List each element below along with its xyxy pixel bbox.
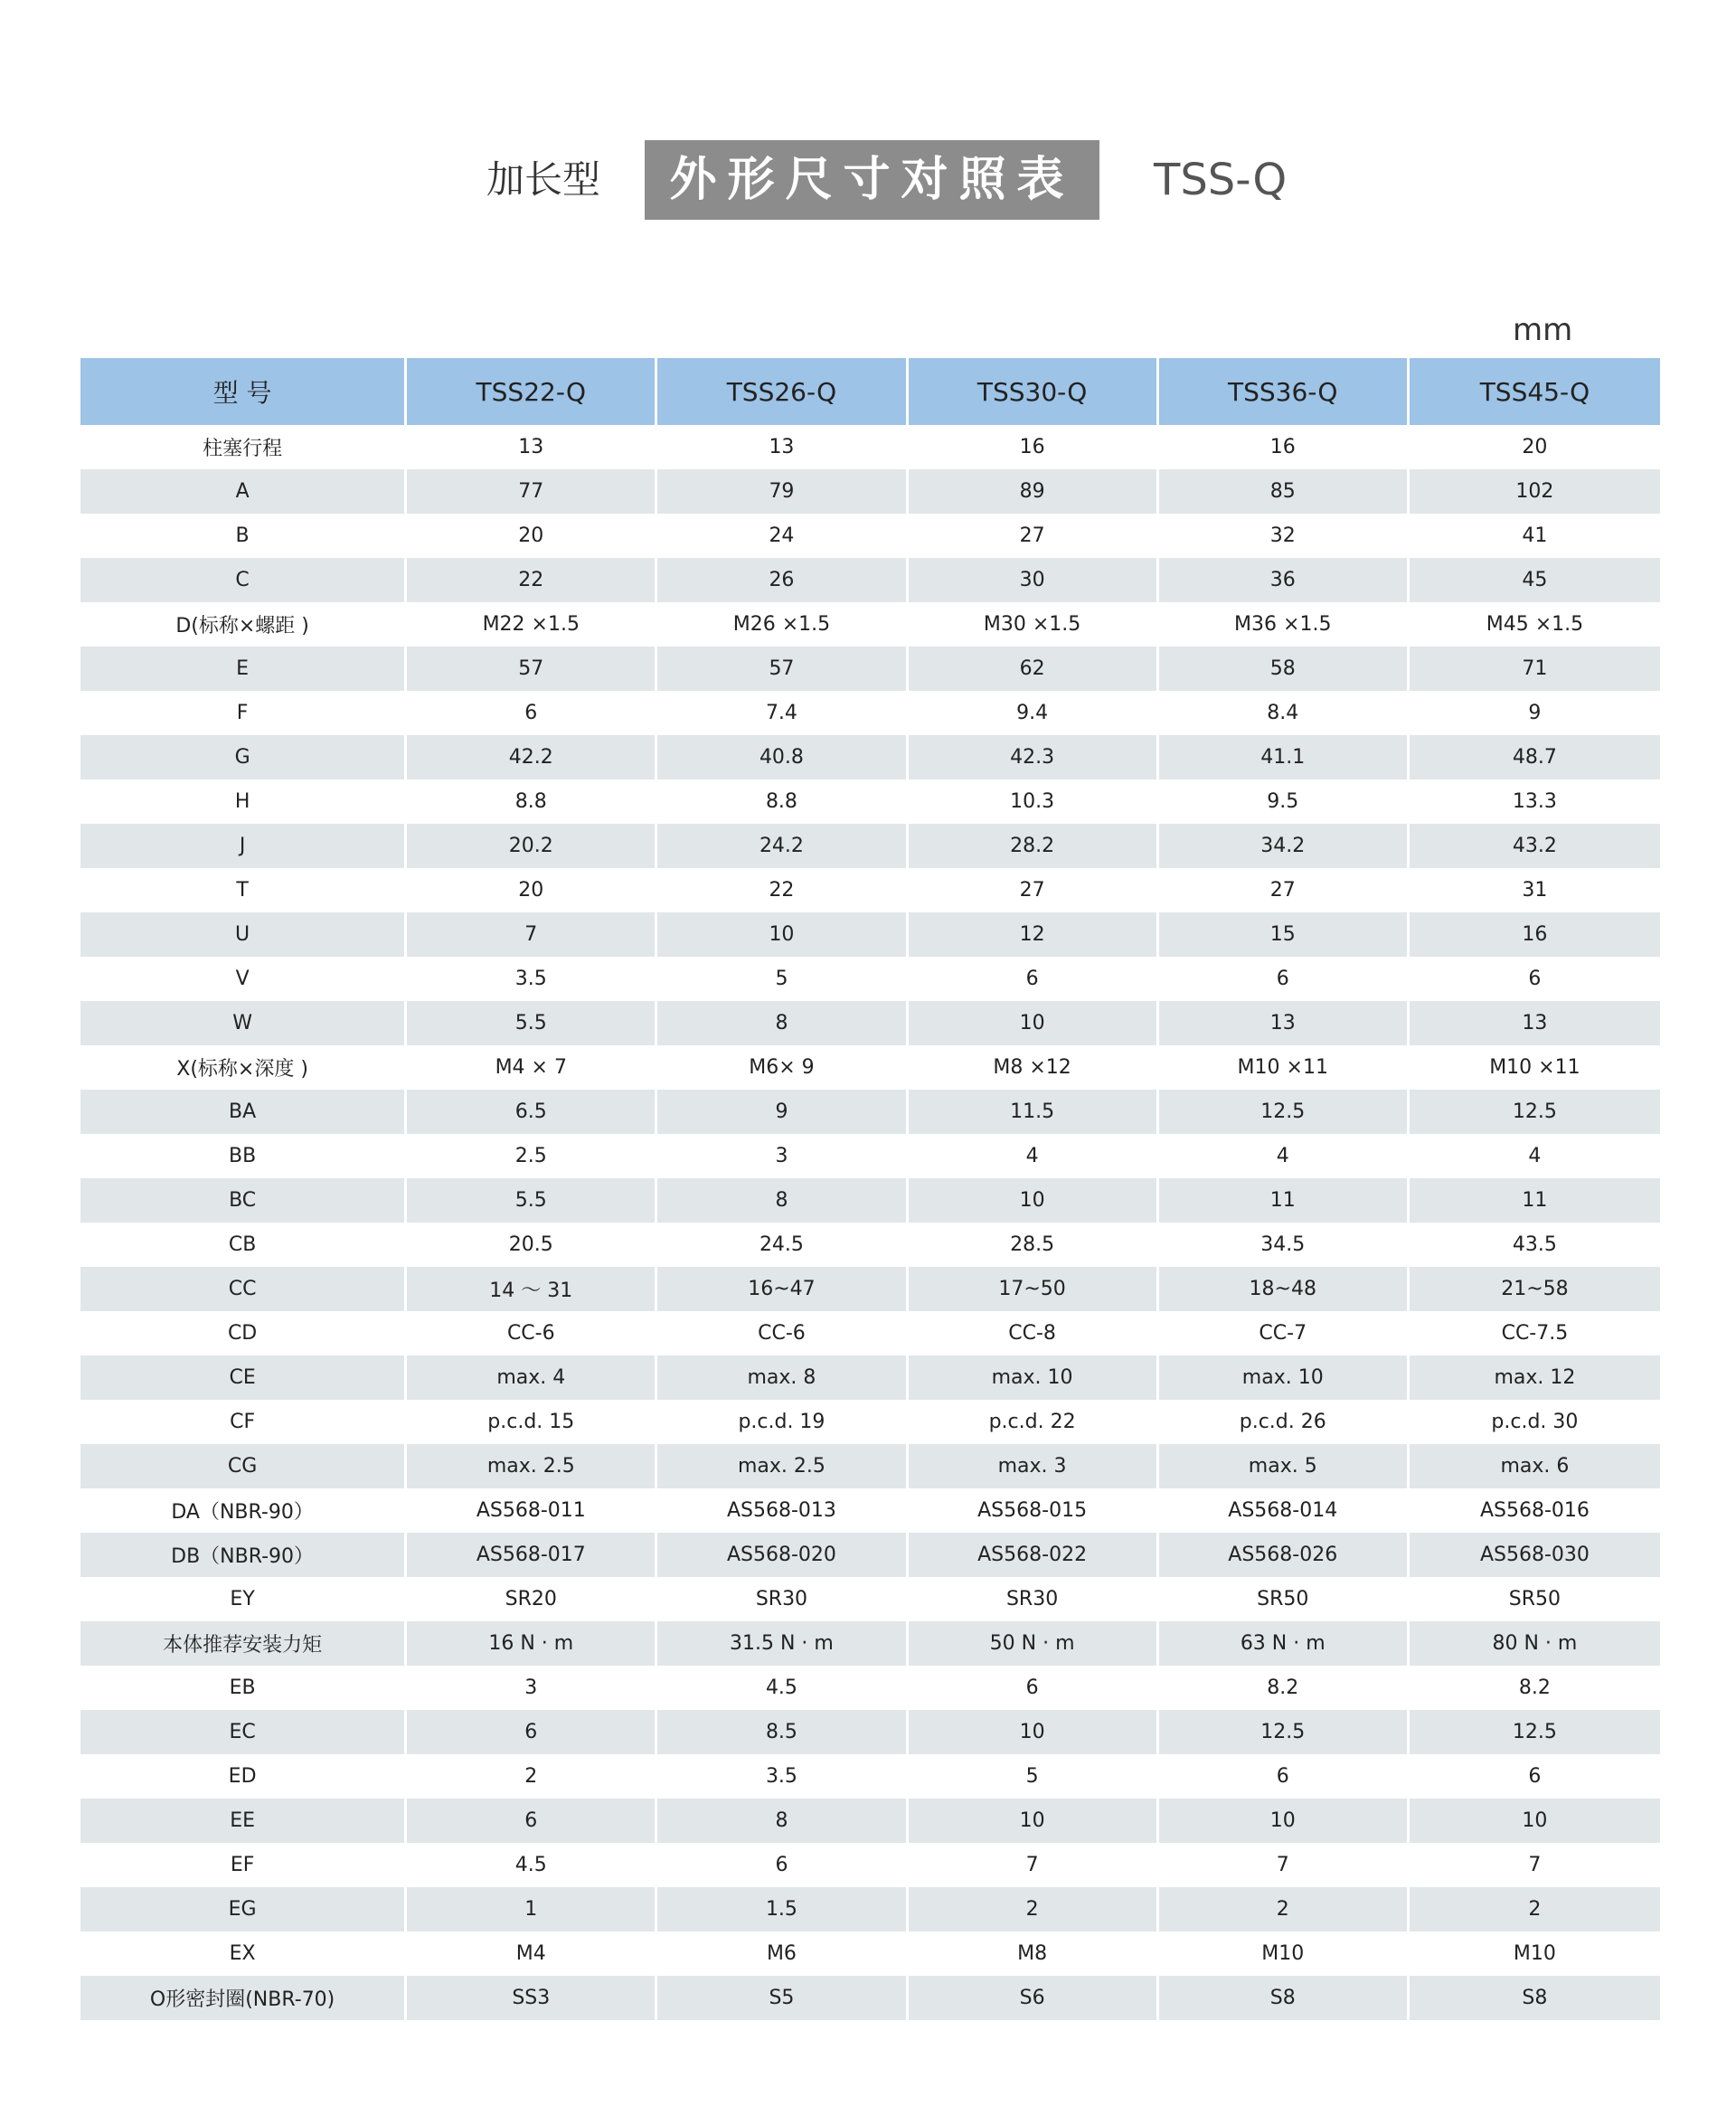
table-cell: 41.1 bbox=[1159, 735, 1410, 779]
table-cell: 63 N · m bbox=[1159, 1621, 1410, 1666]
table-cell: 16 bbox=[1159, 425, 1410, 469]
table-cell: 16 bbox=[909, 425, 1159, 469]
table-cell: 8 bbox=[657, 1799, 908, 1843]
table-row bbox=[80, 1577, 1660, 1621]
row-label-cell: EC bbox=[80, 1710, 407, 1754]
table-cell: 57 bbox=[657, 647, 908, 691]
table-cell: max. 5 bbox=[1159, 1444, 1410, 1488]
table-row bbox=[80, 691, 1660, 735]
table-cell: M10 bbox=[1159, 1931, 1410, 1976]
table-cell: AS568-015 bbox=[909, 1488, 1159, 1533]
table-cell: CC-6 bbox=[407, 1311, 657, 1355]
table-cell: 80 N · m bbox=[1410, 1621, 1660, 1666]
table-cell: 7 bbox=[909, 1843, 1159, 1887]
row-label-cell: BA bbox=[80, 1090, 407, 1134]
table-cell: 8.5 bbox=[657, 1710, 908, 1754]
table-cell: 20 bbox=[1410, 425, 1660, 469]
table-cell: 4 bbox=[1159, 1134, 1410, 1178]
table-row bbox=[80, 558, 1660, 602]
row-label-cell: E bbox=[80, 647, 407, 691]
table-cell: 2 bbox=[1159, 1887, 1410, 1931]
table-cell: 85 bbox=[1159, 469, 1410, 514]
table-row bbox=[80, 1488, 1660, 1533]
table-cell: 42.3 bbox=[909, 735, 1159, 779]
table-cell: M4 × 7 bbox=[407, 1045, 657, 1090]
table-cell: 9 bbox=[1410, 691, 1660, 735]
table-row bbox=[80, 735, 1660, 779]
row-label-cell: V bbox=[80, 957, 407, 1001]
table-cell: 6 bbox=[909, 957, 1159, 1001]
table-cell: 10.3 bbox=[909, 779, 1159, 824]
table-cell: max. 10 bbox=[1159, 1355, 1410, 1400]
table-row bbox=[80, 779, 1660, 824]
table-cell: max. 4 bbox=[407, 1355, 657, 1400]
table-cell: 3 bbox=[407, 1666, 657, 1710]
table-row bbox=[80, 1223, 1660, 1267]
table-cell: 11.5 bbox=[909, 1090, 1159, 1134]
header-cell: TSS22-Q bbox=[407, 358, 657, 425]
table-cell: SS3 bbox=[407, 1976, 657, 2020]
table-cell: 4.5 bbox=[407, 1843, 657, 1887]
table-row bbox=[80, 1355, 1660, 1400]
table-cell: 45 bbox=[1410, 558, 1660, 602]
row-label-cell: CB bbox=[80, 1223, 407, 1267]
table-cell: 7.4 bbox=[657, 691, 908, 735]
table-cell: 2 bbox=[1410, 1887, 1660, 1931]
table-cell: 57 bbox=[407, 647, 657, 691]
table-row bbox=[80, 1621, 1660, 1666]
table-cell: 3.5 bbox=[657, 1754, 908, 1799]
table-cell: 43.2 bbox=[1410, 824, 1660, 868]
table-cell: 9.5 bbox=[1159, 779, 1410, 824]
table-cell: max. 3 bbox=[909, 1444, 1159, 1488]
table-cell: AS568-017 bbox=[407, 1533, 657, 1577]
table-cell: 8.8 bbox=[407, 779, 657, 824]
row-label-cell: F bbox=[80, 691, 407, 735]
table-cell: 6 bbox=[1410, 957, 1660, 1001]
table-cell: 71 bbox=[1410, 647, 1660, 691]
table-cell: 43.5 bbox=[1410, 1223, 1660, 1267]
table-cell: max. 10 bbox=[909, 1355, 1159, 1400]
row-label-cell: EY bbox=[80, 1577, 407, 1621]
table-cell: 12.5 bbox=[1159, 1710, 1410, 1754]
table-cell: 4.5 bbox=[657, 1666, 908, 1710]
table-cell: 8.8 bbox=[657, 779, 908, 824]
table-cell: 3.5 bbox=[407, 957, 657, 1001]
table-cell: 10 bbox=[909, 1799, 1159, 1843]
table-row bbox=[80, 1887, 1660, 1931]
table-cell: 9 bbox=[657, 1090, 908, 1134]
row-label-cell: 柱塞行程 bbox=[80, 425, 407, 469]
table-cell: 7 bbox=[407, 912, 657, 957]
row-label-cell: J bbox=[80, 824, 407, 868]
row-label-cell: T bbox=[80, 868, 407, 912]
table-row bbox=[80, 1001, 1660, 1045]
title-prefix: 加长型 bbox=[486, 157, 601, 202]
table-cell: 31 bbox=[1410, 868, 1660, 912]
row-label-cell: X(标称×深度 ) bbox=[80, 1045, 407, 1090]
table-cell: 24 bbox=[657, 514, 908, 558]
dimension-table bbox=[80, 358, 1660, 2020]
table-cell: 13 bbox=[407, 425, 657, 469]
table-cell: 13 bbox=[657, 425, 908, 469]
header-cell: TSS26-Q bbox=[657, 358, 908, 425]
title-model: TSS-Q bbox=[1154, 155, 1288, 205]
table-cell: SR20 bbox=[407, 1577, 657, 1621]
table-cell: 8.4 bbox=[1159, 691, 1410, 735]
table-cell: 89 bbox=[909, 469, 1159, 514]
table-cell: 102 bbox=[1410, 469, 1660, 514]
table-cell: S5 bbox=[657, 1976, 908, 2020]
table-cell: 8.2 bbox=[1410, 1666, 1660, 1710]
table-cell: M36 ×1.5 bbox=[1159, 602, 1410, 647]
header-cell-model: 型 号 bbox=[80, 358, 407, 425]
table-cell: 28.5 bbox=[909, 1223, 1159, 1267]
table-cell: M45 ×1.5 bbox=[1410, 602, 1660, 647]
table-cell: max. 2.5 bbox=[407, 1444, 657, 1488]
table-cell: S6 bbox=[909, 1976, 1159, 2020]
table-cell: 16 N · m bbox=[407, 1621, 657, 1666]
table-cell: 10 bbox=[1159, 1799, 1410, 1843]
table-cell: 10 bbox=[909, 1710, 1159, 1754]
table-body bbox=[80, 425, 1660, 2020]
table-cell: 6 bbox=[407, 1799, 657, 1843]
table-cell: 10 bbox=[909, 1001, 1159, 1045]
table-cell: 17~50 bbox=[909, 1267, 1159, 1311]
table-cell: 16~47 bbox=[657, 1267, 908, 1311]
table-cell: 58 bbox=[1159, 647, 1410, 691]
table-cell: AS568-020 bbox=[657, 1533, 908, 1577]
table-cell: AS568-030 bbox=[1410, 1533, 1660, 1577]
table-row bbox=[80, 425, 1660, 469]
table-row bbox=[80, 647, 1660, 691]
table-cell: 10 bbox=[909, 1178, 1159, 1223]
table-cell: CC-7 bbox=[1159, 1311, 1410, 1355]
table-cell: 41 bbox=[1410, 514, 1660, 558]
table-cell: max. 2.5 bbox=[657, 1444, 908, 1488]
row-label-cell: B bbox=[80, 514, 407, 558]
table-cell: p.c.d. 19 bbox=[657, 1400, 908, 1444]
table-cell: 6 bbox=[1410, 1754, 1660, 1799]
unit-label: mm bbox=[1513, 312, 1573, 348]
table-row bbox=[80, 868, 1660, 912]
table-cell: SR50 bbox=[1410, 1577, 1660, 1621]
table-cell: S8 bbox=[1159, 1976, 1410, 2020]
page-title: 外形尺寸对照表 bbox=[645, 140, 1099, 220]
table-cell: 42.2 bbox=[407, 735, 657, 779]
table-row bbox=[80, 514, 1660, 558]
table-cell: max. 6 bbox=[1410, 1444, 1660, 1488]
table-row bbox=[80, 824, 1660, 868]
table-cell: 30 bbox=[909, 558, 1159, 602]
table-row bbox=[80, 1666, 1660, 1710]
table-cell: 5 bbox=[909, 1754, 1159, 1799]
table-cell: 20.2 bbox=[407, 824, 657, 868]
table-cell: 14 ～ 31 bbox=[407, 1267, 657, 1311]
table-cell: 34.2 bbox=[1159, 824, 1410, 868]
row-label-cell: EF bbox=[80, 1843, 407, 1887]
table-cell: 12.5 bbox=[1410, 1710, 1660, 1754]
row-label-cell: CE bbox=[80, 1355, 407, 1400]
table-cell: 15 bbox=[1159, 912, 1410, 957]
table-cell: M22 ×1.5 bbox=[407, 602, 657, 647]
table-cell: 40.8 bbox=[657, 735, 908, 779]
table-cell: 22 bbox=[657, 868, 908, 912]
table-cell: 20 bbox=[407, 868, 657, 912]
table-cell: 24.2 bbox=[657, 824, 908, 868]
table-cell: 6 bbox=[407, 691, 657, 735]
row-label-cell: 本体推荐安装力矩 bbox=[80, 1621, 407, 1666]
table-row bbox=[80, 1267, 1660, 1311]
table-cell: 32 bbox=[1159, 514, 1410, 558]
table-cell: M6× 9 bbox=[657, 1045, 908, 1090]
table-cell: AS568-013 bbox=[657, 1488, 908, 1533]
table-cell: 7 bbox=[1410, 1843, 1660, 1887]
table-cell: 6.5 bbox=[407, 1090, 657, 1134]
table-cell: 24.5 bbox=[657, 1223, 908, 1267]
table-cell: CC-8 bbox=[909, 1311, 1159, 1355]
table-cell: 22 bbox=[407, 558, 657, 602]
table-cell: 8 bbox=[657, 1178, 908, 1223]
table-cell: 8 bbox=[657, 1001, 908, 1045]
table-cell: 4 bbox=[909, 1134, 1159, 1178]
table-row bbox=[80, 1754, 1660, 1799]
table-cell: 4 bbox=[1410, 1134, 1660, 1178]
table-cell: 12.5 bbox=[1410, 1090, 1660, 1134]
table-cell: M8 ×12 bbox=[909, 1045, 1159, 1090]
table-row bbox=[80, 1178, 1660, 1223]
table-cell: max. 12 bbox=[1410, 1355, 1660, 1400]
table-cell: SR50 bbox=[1159, 1577, 1410, 1621]
row-label-cell: CD bbox=[80, 1311, 407, 1355]
table-row bbox=[80, 1311, 1660, 1355]
table-cell: 6 bbox=[1159, 1754, 1410, 1799]
table-cell: 9.4 bbox=[909, 691, 1159, 735]
table-cell: 10 bbox=[1410, 1799, 1660, 1843]
table-cell: 3 bbox=[657, 1134, 908, 1178]
table-row bbox=[80, 1444, 1660, 1488]
row-label-cell: CF bbox=[80, 1400, 407, 1444]
table-cell: SR30 bbox=[657, 1577, 908, 1621]
row-label-cell: H bbox=[80, 779, 407, 824]
table-cell: 2 bbox=[909, 1887, 1159, 1931]
row-label-cell: EE bbox=[80, 1799, 407, 1843]
table-cell: 5.5 bbox=[407, 1001, 657, 1045]
table-cell: 27 bbox=[1159, 868, 1410, 912]
table-cell: S8 bbox=[1410, 1976, 1660, 2020]
table-cell: 6 bbox=[1159, 957, 1410, 1001]
table-cell: 20.5 bbox=[407, 1223, 657, 1267]
table-cell: 18~48 bbox=[1159, 1267, 1410, 1311]
table-cell: 1 bbox=[407, 1887, 657, 1931]
table-cell: M4 bbox=[407, 1931, 657, 1976]
table-cell: 27 bbox=[909, 514, 1159, 558]
table-cell: 6 bbox=[909, 1666, 1159, 1710]
row-label-cell: O形密封圈(NBR-70) bbox=[80, 1976, 407, 2020]
table-cell: 26 bbox=[657, 558, 908, 602]
table-row bbox=[80, 1843, 1660, 1887]
table-cell: p.c.d. 15 bbox=[407, 1400, 657, 1444]
row-label-cell: EX bbox=[80, 1931, 407, 1976]
table-cell: 79 bbox=[657, 469, 908, 514]
table-cell: AS568-022 bbox=[909, 1533, 1159, 1577]
table-cell: 5.5 bbox=[407, 1178, 657, 1223]
table-cell: M10 ×11 bbox=[1159, 1045, 1410, 1090]
page-title-row bbox=[0, 140, 1736, 220]
table-row bbox=[80, 1090, 1660, 1134]
table-cell: 13 bbox=[1410, 1001, 1660, 1045]
table-row bbox=[80, 469, 1660, 514]
table-row bbox=[80, 1799, 1660, 1843]
table-row bbox=[80, 1045, 1660, 1090]
table-cell: 6 bbox=[407, 1710, 657, 1754]
row-label-cell: EG bbox=[80, 1887, 407, 1931]
header-cell: TSS30-Q bbox=[909, 358, 1159, 425]
row-label-cell: A bbox=[80, 469, 407, 514]
row-label-cell: C bbox=[80, 558, 407, 602]
table-cell: AS568-026 bbox=[1159, 1533, 1410, 1577]
table-cell: 12 bbox=[909, 912, 1159, 957]
table-row bbox=[80, 1134, 1660, 1178]
table-cell: M30 ×1.5 bbox=[909, 602, 1159, 647]
table-row bbox=[80, 1400, 1660, 1444]
row-label-cell: EB bbox=[80, 1666, 407, 1710]
table-cell: 34.5 bbox=[1159, 1223, 1410, 1267]
table-row bbox=[80, 1976, 1660, 2020]
header-cell: TSS45-Q bbox=[1410, 358, 1660, 425]
row-label-cell: U bbox=[80, 912, 407, 957]
table-row bbox=[80, 1710, 1660, 1754]
table-cell: 16 bbox=[1410, 912, 1660, 957]
table-cell: max. 8 bbox=[657, 1355, 908, 1400]
row-label-cell: BC bbox=[80, 1178, 407, 1223]
table-cell: 62 bbox=[909, 647, 1159, 691]
row-label-cell: BB bbox=[80, 1134, 407, 1178]
table-cell: M8 bbox=[909, 1931, 1159, 1976]
table-cell: CC-7.5 bbox=[1410, 1311, 1660, 1355]
table-row bbox=[80, 602, 1660, 647]
table-cell: 77 bbox=[407, 469, 657, 514]
row-label-cell: CG bbox=[80, 1444, 407, 1488]
table-cell: 2.5 bbox=[407, 1134, 657, 1178]
table-cell: 11 bbox=[1410, 1178, 1660, 1223]
table-cell: 6 bbox=[657, 1843, 908, 1887]
table-cell: M10 bbox=[1410, 1931, 1660, 1976]
table-cell: 48.7 bbox=[1410, 735, 1660, 779]
table-header-row bbox=[80, 358, 1660, 425]
table-row bbox=[80, 957, 1660, 1001]
table-cell: 13.3 bbox=[1410, 779, 1660, 824]
table-cell: 27 bbox=[909, 868, 1159, 912]
table-cell: M26 ×1.5 bbox=[657, 602, 908, 647]
table-cell: 8.2 bbox=[1159, 1666, 1410, 1710]
table-row bbox=[80, 1931, 1660, 1976]
table-row bbox=[80, 912, 1660, 957]
table-cell: AS568-016 bbox=[1410, 1488, 1660, 1533]
table-cell: CC-6 bbox=[657, 1311, 908, 1355]
table-cell: SR30 bbox=[909, 1577, 1159, 1621]
row-label-cell: CC bbox=[80, 1267, 407, 1311]
table-cell: M6 bbox=[657, 1931, 908, 1976]
table-cell: 12.5 bbox=[1159, 1090, 1410, 1134]
table-cell: 31.5 N · m bbox=[657, 1621, 908, 1666]
row-label-cell: DA（NBR-90） bbox=[80, 1488, 407, 1533]
table-cell: 11 bbox=[1159, 1178, 1410, 1223]
table-cell: p.c.d. 26 bbox=[1159, 1400, 1410, 1444]
table-cell: 7 bbox=[1159, 1843, 1410, 1887]
table-cell: AS568-011 bbox=[407, 1488, 657, 1533]
row-label-cell: W bbox=[80, 1001, 407, 1045]
row-label-cell: G bbox=[80, 735, 407, 779]
row-label-cell: D(标称×螺距 ) bbox=[80, 602, 407, 647]
table-cell: 28.2 bbox=[909, 824, 1159, 868]
row-label-cell: ED bbox=[80, 1754, 407, 1799]
table-cell: p.c.d. 22 bbox=[909, 1400, 1159, 1444]
table-cell: 13 bbox=[1159, 1001, 1410, 1045]
table-cell: p.c.d. 30 bbox=[1410, 1400, 1660, 1444]
table-cell: M10 ×11 bbox=[1410, 1045, 1660, 1090]
table-cell: 50 N · m bbox=[909, 1621, 1159, 1666]
header-cell: TSS36-Q bbox=[1159, 358, 1410, 425]
table-cell: 2 bbox=[407, 1754, 657, 1799]
table-cell: 21~58 bbox=[1410, 1267, 1660, 1311]
table-cell: 36 bbox=[1159, 558, 1410, 602]
table-cell: 5 bbox=[657, 957, 908, 1001]
table-cell: AS568-014 bbox=[1159, 1488, 1410, 1533]
table-cell: 1.5 bbox=[657, 1887, 908, 1931]
table-row bbox=[80, 1533, 1660, 1577]
table-cell: 20 bbox=[407, 514, 657, 558]
table-cell: 10 bbox=[657, 912, 908, 957]
row-label-cell: DB（NBR-90） bbox=[80, 1533, 407, 1577]
